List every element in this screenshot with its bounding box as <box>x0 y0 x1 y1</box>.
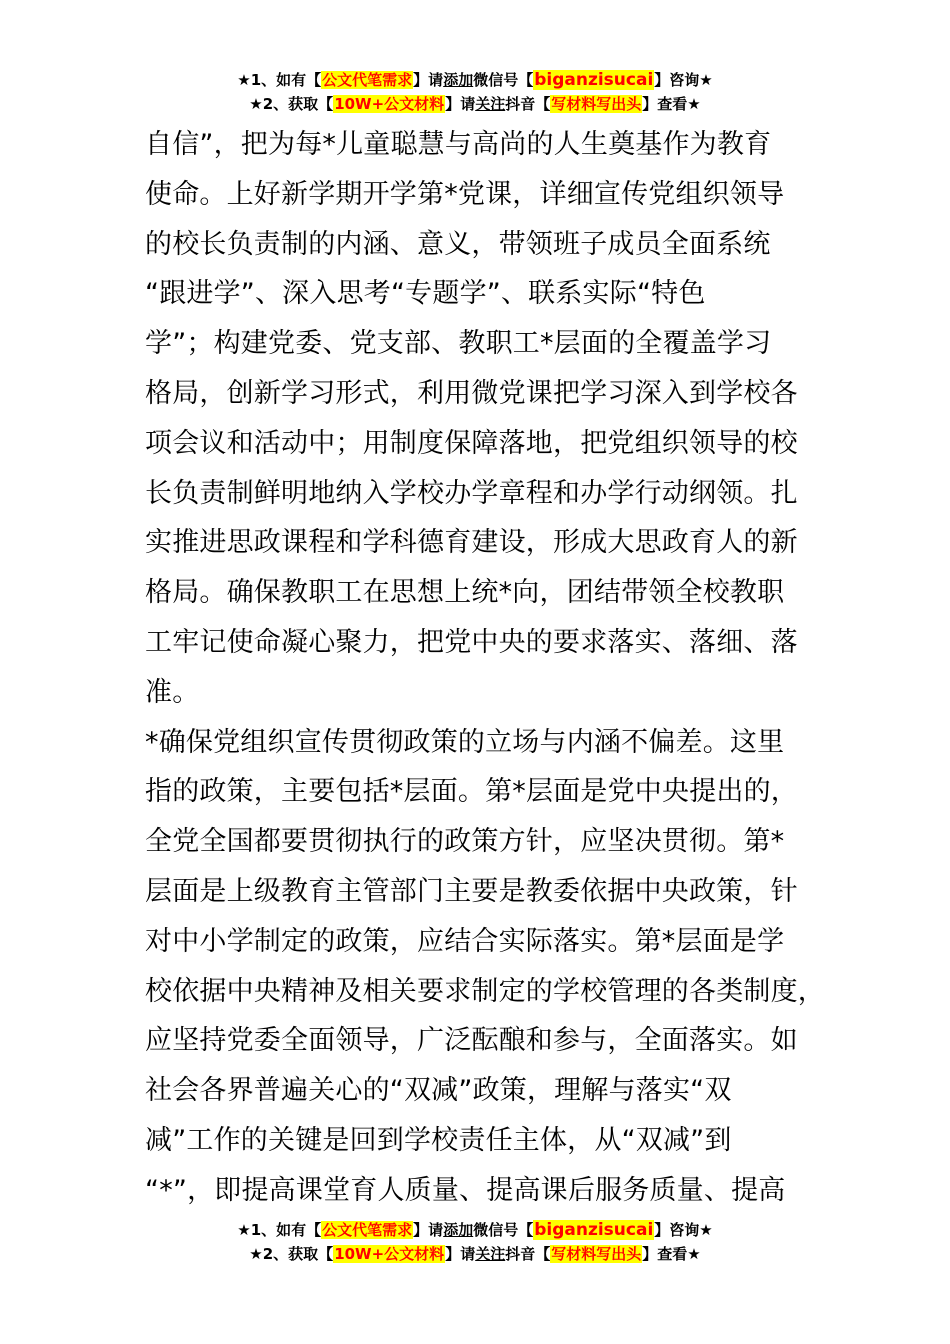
body-line: 工牢记使命凝心聚力，把党中央的要求落实、落细、落 <box>145 626 798 658</box>
promo-wechat-id: biganzisucai <box>534 1220 654 1240</box>
body-line: 使命。上好新学期开学第*党课，详细宣传党组织领导 <box>145 178 785 210</box>
body-line: 自信”，把为每*儿童聪慧与高尚的人生奠基作为教育 <box>145 129 772 160</box>
promo-text: 】查看★ <box>642 95 701 113</box>
promo-highlight: 10W+公文材料 <box>334 95 445 113</box>
promo-line-2 <box>0 1242 950 1266</box>
body-line: 社会各界普遍关心的“双减”政策，理解与落实“双 <box>145 1075 732 1107</box>
promo-text: 】请 <box>445 1245 476 1263</box>
body-line: 学”；构建党委、党支部、教职工*层面的全覆盖学习 <box>145 328 772 360</box>
promo-line-2 <box>0 92 950 116</box>
promo-douyin-id: 写材料写出头 <box>551 95 642 113</box>
body-line: 对中小学制定的政策，应结合实际落实。第*层面是学 <box>145 925 785 957</box>
promo-underline: 添加 <box>443 71 474 89</box>
promo-douyin-id: 写材料写出头 <box>551 1245 642 1263</box>
body-line: “*”，即提高课堂育人质量、提高课后服务质量、提高 <box>145 1174 786 1206</box>
document-body <box>145 120 825 1216</box>
body-line: 准。 <box>145 676 200 708</box>
promo-text: 微信号【 <box>473 1221 534 1239</box>
promo-text: 】咨询★ <box>654 71 713 89</box>
promo-text: 】咨询★ <box>654 1221 713 1239</box>
promo-underline: 关注 <box>475 95 506 113</box>
body-line: “跟进学”、深入思考“专题学”、联系实际“特色 <box>145 278 706 310</box>
body-line: 全党全国都要贯彻执行的政策方针，应坚决贯彻。第* <box>145 826 785 858</box>
body-line: 格局，创新学习形式，利用微党课把学习深入到学校各 <box>145 377 798 409</box>
body-line: 减”工作的关键是回到学校责任主体，从“双减”到 <box>145 1124 732 1156</box>
promo-text: 抖音【 <box>505 95 551 113</box>
body-line: 指的政策，主要包括*层面。第*层面是党中央提出的， <box>145 776 798 808</box>
promo-line-1 <box>0 68 950 92</box>
promo-text: 】查看★ <box>642 1245 701 1263</box>
promo-text: ★2、获取【 <box>249 95 334 113</box>
promo-highlight: 公文代笔需求 <box>322 1221 413 1239</box>
body-line: *确保党组织宣传贯彻政策的立场与内涵不偏差。这里 <box>145 726 785 758</box>
promo-underline: 添加 <box>443 1221 474 1239</box>
promo-text: ★1、如有【 <box>237 71 322 89</box>
body-line: 层面是上级教育主管部门主要是教委依据中央政策，针 <box>145 875 798 907</box>
body-line: 长负责制鲜明地纳入学校办学章程和办学行动纲领。扎 <box>145 477 798 509</box>
promo-text: 微信号【 <box>473 71 534 89</box>
body-line: 的校长负责制的内涵、意义，带领班子成员全面系统 <box>145 228 771 260</box>
promo-text: 】请 <box>413 71 444 89</box>
body-line: 实推进思政课程和学科德育建设，形成大思政育人的新 <box>145 527 798 559</box>
promo-line-1 <box>0 1218 950 1242</box>
body-line: 应坚持党委全面领导，广泛酝酿和参与，全面落实。如 <box>145 1025 798 1057</box>
promo-text: 抖音【 <box>505 1245 551 1263</box>
promo-text: 】请 <box>413 1221 444 1239</box>
promo-underline: 关注 <box>475 1245 506 1263</box>
promo-highlight: 10W+公文材料 <box>334 1245 445 1263</box>
body-line: 校依据中央精神及相关要求制定的学校管理的各类制度， <box>145 975 825 1007</box>
promo-wechat-id: biganzisucai <box>534 70 654 90</box>
promo-text: ★2、获取【 <box>249 1245 334 1263</box>
body-line: 项会议和活动中；用制度保障落地，把党组织领导的校 <box>145 427 798 459</box>
footer-promo-banner <box>0 1218 950 1266</box>
promo-highlight: 公文代笔需求 <box>322 71 413 89</box>
promo-text: ★1、如有【 <box>237 1221 322 1239</box>
header-promo-banner <box>0 68 950 116</box>
body-line: 格局。确保教职工在思想上统*向，团结带领全校教职 <box>145 577 785 609</box>
promo-text: 】请 <box>445 95 476 113</box>
